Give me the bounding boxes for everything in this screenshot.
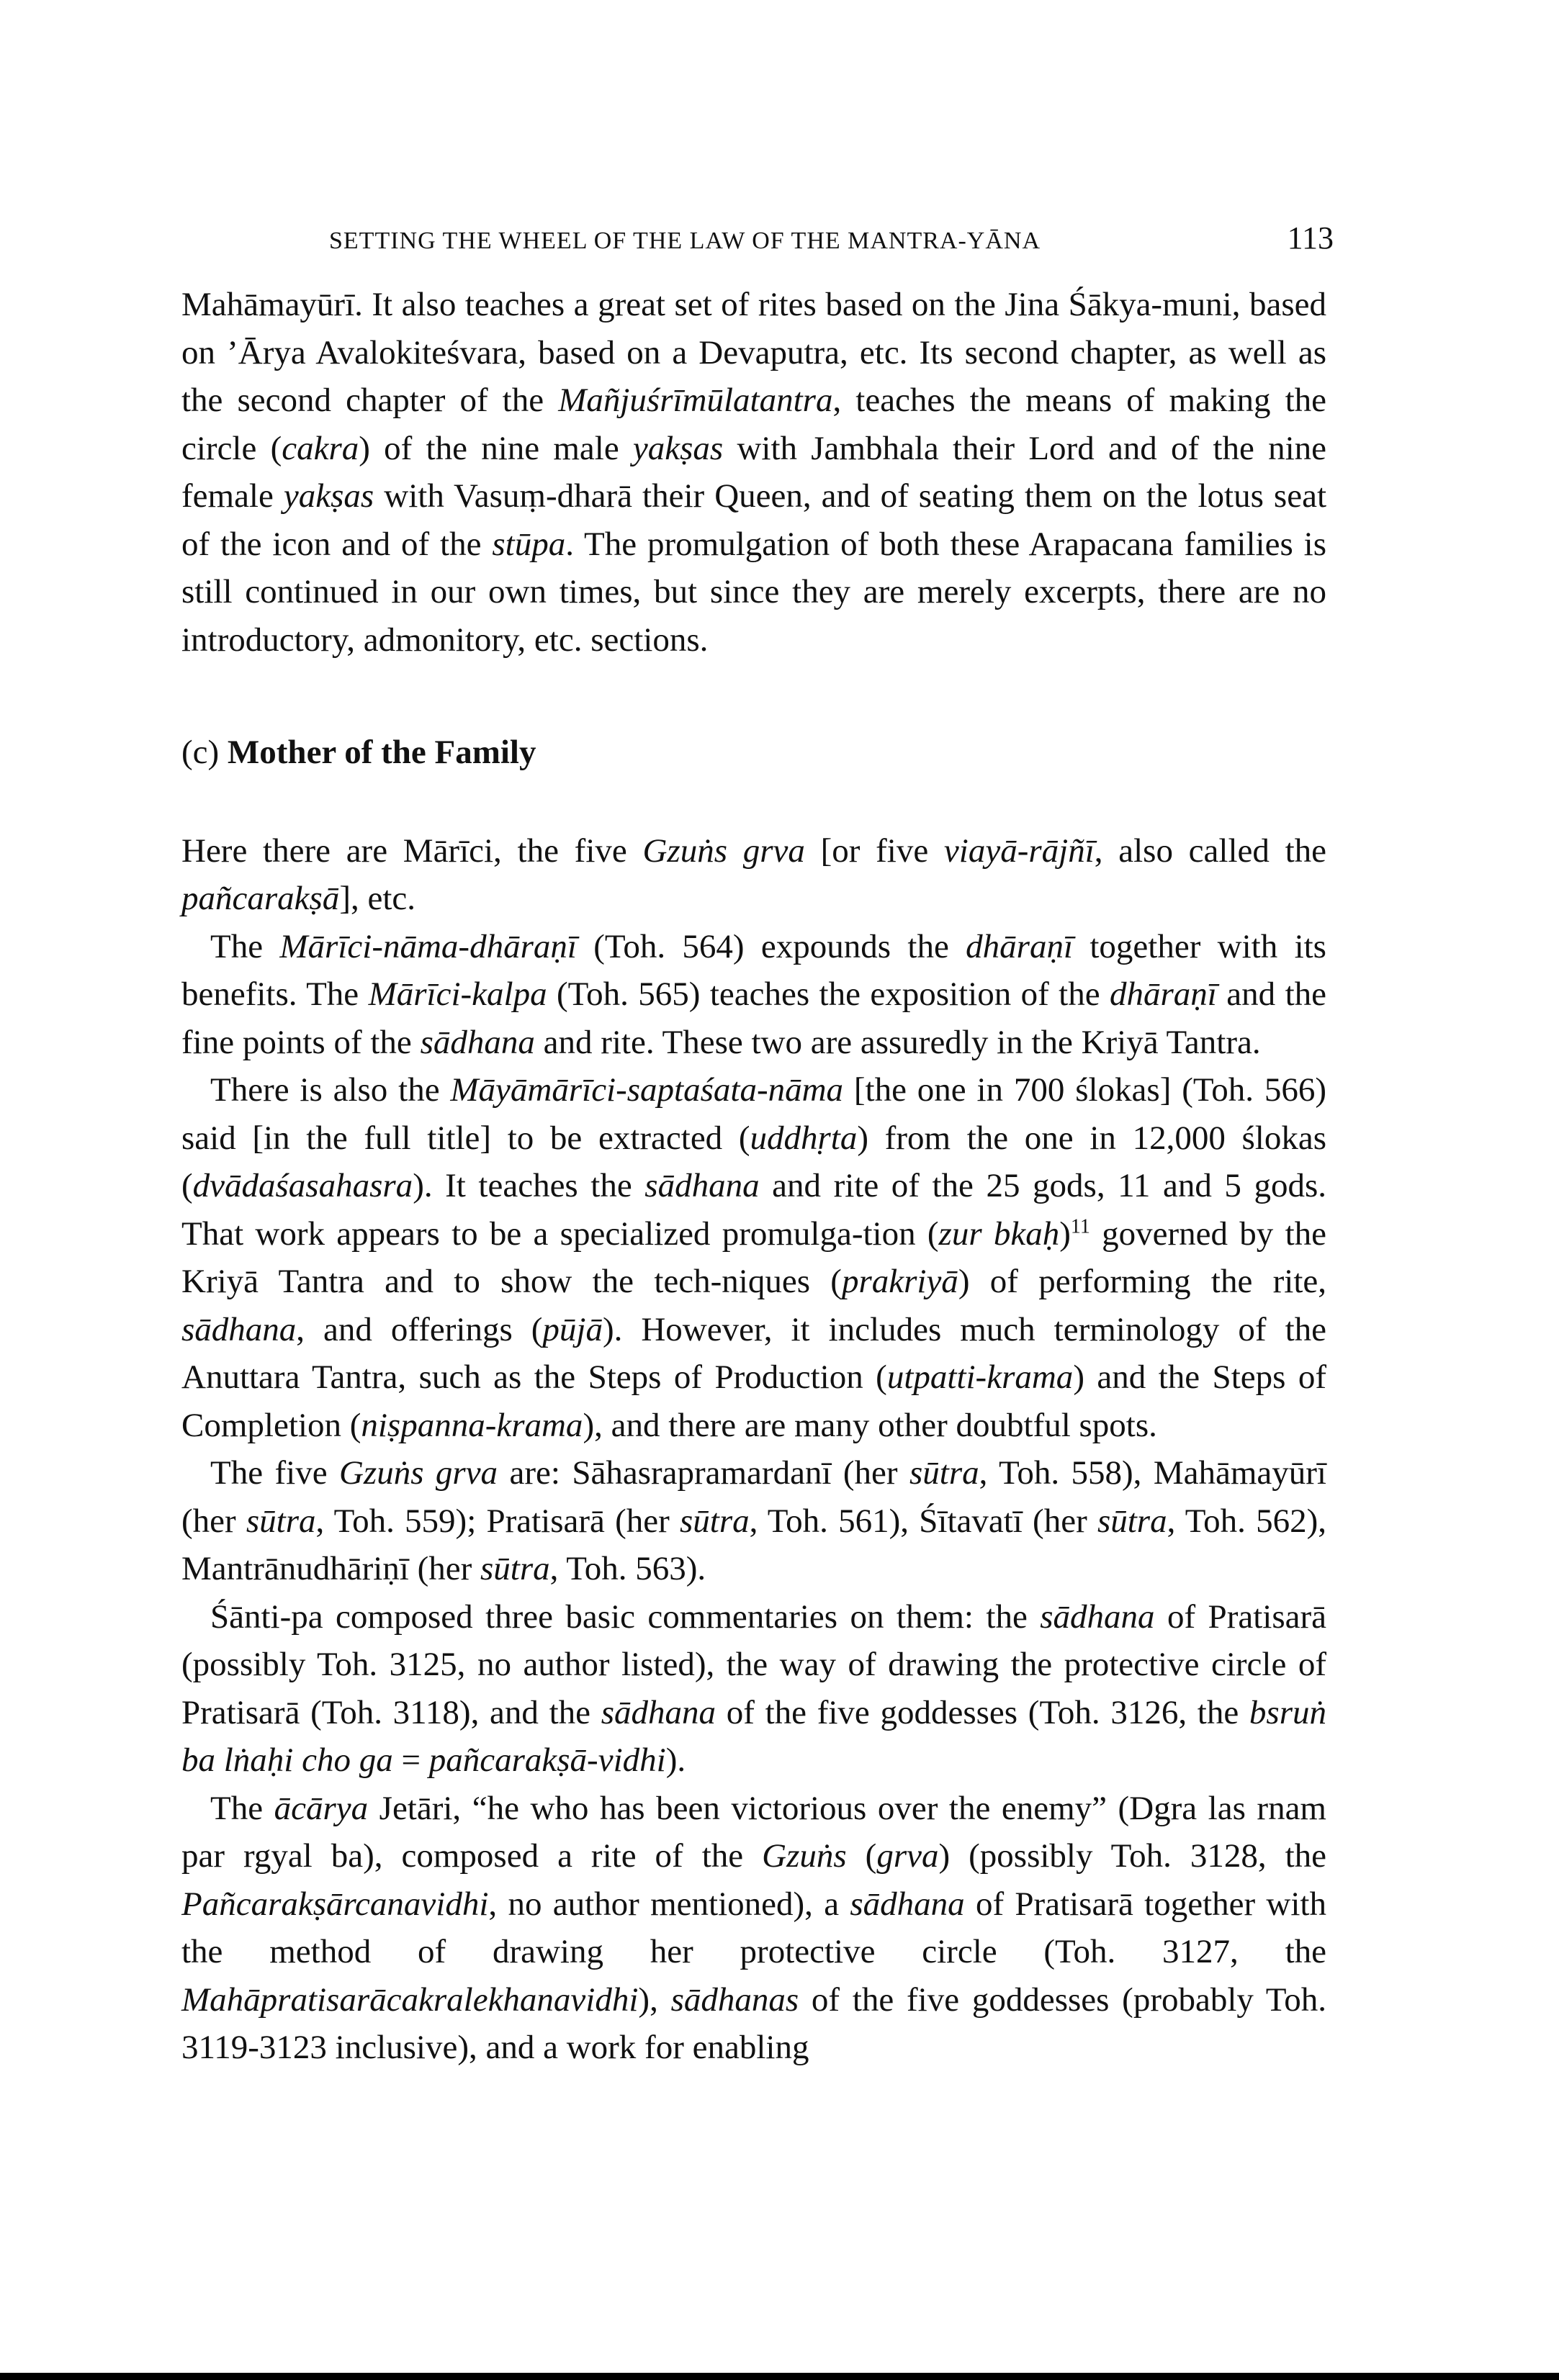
section-title: Mother of the Family <box>227 734 536 771</box>
text-run: ). It teaches the <box>413 1167 645 1204</box>
italic-term: yakṣas <box>283 477 374 515</box>
italic-term: Mārīci-nāma-dhāraṇī <box>279 927 577 965</box>
italic-term: sādhana <box>601 1693 716 1731</box>
italic-term: prakriyā <box>841 1263 958 1300</box>
italic-term: sādhana <box>181 1310 297 1348</box>
paragraph <box>181 281 1326 664</box>
text-run: ) of performing the rite, <box>958 1263 1327 1300</box>
italic-term: grva <box>876 1837 939 1875</box>
text-run: and the fine points of the <box>181 975 1326 1061</box>
text-run: , teaches the means of making the circle ( <box>181 382 1326 467</box>
italic-term: zur bkaḥ <box>938 1214 1060 1253</box>
paragraph <box>181 827 1326 923</box>
text-run: ( <box>846 1837 877 1875</box>
text-run: ). <box>665 1741 686 1779</box>
italic-term: pañcarakṣā <box>181 880 340 917</box>
text-run: , Toh. 558), Mahāmayūrī (her <box>181 1454 1326 1540</box>
italic-term: bsruṅ ba lṅaḥi cho ga <box>181 1693 1327 1779</box>
text-run: ), and there are many other doubtful spots. <box>583 1406 1157 1444</box>
paragraph <box>181 1449 1326 1593</box>
italic-term: sādhana <box>644 1167 760 1204</box>
italic-term: cakra <box>282 429 359 467</box>
italic-term: sādhana <box>420 1023 535 1061</box>
section-label: (c) <box>181 734 220 771</box>
italic-term: niṣpanna-krama <box>361 1406 583 1444</box>
section-heading <box>181 729 1326 777</box>
italic-term: Mañjuśrīmūlatantra <box>558 382 833 419</box>
italic-term: Mārīci-kalpa <box>368 975 547 1013</box>
italic-term: sūtra <box>909 1454 979 1492</box>
text-run: are: Sāhasrapramardanī (her <box>498 1454 909 1492</box>
text-run: [or five <box>804 831 944 870</box>
italic-term: sādhanas <box>670 1980 799 2019</box>
text-run: There is also the <box>210 1071 451 1109</box>
italic-term: dhāraṇī <box>1110 975 1217 1013</box>
page-bottom-edge <box>0 2373 1559 2380</box>
text-run: The five <box>210 1454 339 1492</box>
text-run: of the five goddesses (probably Toh. 3119-3123 inclusive), and a work for enabling <box>181 1980 1326 2066</box>
italic-term: Mahāpratisarācakralekhanavidhi <box>181 1980 639 2019</box>
text-run: of the five goddesses (Toh. 3126, the <box>716 1693 1249 1731</box>
text-run: , Toh. 562), Mantrānudhāriṇī (her <box>181 1502 1326 1587</box>
text-run: [the one in 700 ślokas] (Toh. 566) said [in the full title] to be extracted ( <box>181 1071 1327 1157</box>
page-number: 113 <box>1287 220 1334 256</box>
text-run: , also called the <box>1094 831 1327 870</box>
italic-term: dhāraṇī <box>966 927 1074 965</box>
italic-term: viayā-rājñī <box>943 831 1095 870</box>
text-run: ) and the Steps of Completion ( <box>181 1358 1326 1444</box>
text-run: = <box>392 1741 429 1779</box>
text-run: ], etc. <box>339 880 415 917</box>
text-run: , Toh. 559); Pratisarā (her <box>315 1502 680 1540</box>
paragraph <box>181 1593 1326 1785</box>
text-run: together with its benefits. The <box>181 927 1326 1013</box>
text-run: , Toh. 563). <box>549 1550 706 1587</box>
italic-term: yakṣas <box>632 429 724 467</box>
text-run: ) (possibly Toh. 3128, the <box>938 1837 1326 1875</box>
text-run: of Pratisarā together with the method of drawing her protective circle (Toh. 3127, the <box>181 1885 1326 1970</box>
italic-term: Pañcarakṣārcanavidhi <box>181 1885 489 1923</box>
text-run: ), <box>638 1980 671 2019</box>
italic-term: pañcarakṣā-vidhi <box>428 1741 666 1779</box>
text-run: Mahāmayūrī. It also teaches a great set of rites based on the Jina Śākya-muni, based on ’Ārya Avalokiteśvara, based on a Devaputra, etc. Its second chapter, as well as the second chapter of the <box>181 286 1326 419</box>
text-run: with Vasuṃ-dharā their Queen, and of seating them on the lotus seat of the icon and of the <box>181 477 1326 563</box>
italic-term: Gzuṅs grva <box>338 1454 498 1492</box>
italic-term: dvādaśasahasra <box>192 1167 413 1204</box>
text-run: ) from the one in 12,000 ślokas ( <box>181 1119 1326 1204</box>
text-run: governed by the Kriyā Tantra and to show the tech-niques ( <box>181 1214 1326 1300</box>
italic-term: utpatti-krama <box>886 1358 1074 1396</box>
italic-term: sūtra <box>480 1550 550 1587</box>
italic-term: stūpa <box>492 525 566 563</box>
text-run: The <box>210 1789 274 1827</box>
text-run: The <box>210 927 280 965</box>
italic-term: Gzuṅs grva <box>642 831 805 870</box>
text-run: , no author mentioned), a <box>488 1885 850 1923</box>
italic-term: Māyāmārīci-saptaśata-nāma <box>450 1071 844 1109</box>
text-run: Jetāri, “he who has been victorious over the enemy” (Dgra las rnam par rgyal ba), composed a rite of the <box>181 1789 1326 1875</box>
body-text <box>181 281 1326 2072</box>
paragraph <box>181 923 1326 1067</box>
italic-term: Gzuṅs <box>762 1837 847 1875</box>
italic-term: sādhana <box>850 1885 965 1923</box>
text-run: of Pratisarā (possibly Toh. 3125, no author listed), the way of drawing the protective circle of Pratisarā (Toh. 3118), and the <box>181 1597 1326 1731</box>
paragraph <box>181 1785 1326 2072</box>
text-run: ) <box>1059 1214 1071 1253</box>
italic-term: ācārya <box>274 1789 369 1827</box>
italic-term: pūjā <box>542 1310 603 1348</box>
footnote-marker: 11 <box>1070 1214 1090 1238</box>
text-run: and rite. These two are assuredly in the Kriyā Tantra. <box>534 1023 1261 1061</box>
text-run: , and offerings ( <box>296 1310 543 1348</box>
running-title: SETTING THE WHEEL OF THE LAW OF THE MANTRA-YĀNA <box>329 227 1041 254</box>
italic-term: sūtra <box>679 1502 750 1540</box>
text-run: (Toh. 564) expounds the <box>576 927 966 965</box>
italic-term: sūtra <box>1097 1502 1167 1540</box>
text-run: and rite of the 25 gods, 11 and 5 gods. That work appears to be a specialized promulga-tion ( <box>181 1167 1326 1253</box>
text-run: ) of the nine male <box>359 429 633 467</box>
italic-term: sādhana <box>1040 1597 1155 1636</box>
paragraph <box>181 1066 1326 1449</box>
text-run: with Jambhala their Lord and of the nine female <box>181 429 1326 515</box>
text-run: , Toh. 561), Śītavatī (her <box>749 1502 1097 1540</box>
italic-term: sūtra <box>246 1502 316 1540</box>
italic-term: uddhṛta <box>750 1119 858 1157</box>
text-run: ). However, it includes much terminology of the Anuttara Tantra, such as the Steps of Production ( <box>181 1310 1326 1396</box>
text-run: (Toh. 565) teaches the exposition of the <box>547 975 1110 1013</box>
text-run: Here there are Mārīci, the five <box>181 831 643 870</box>
running-head <box>181 220 1334 263</box>
text-run: . The promulgation of both these Arapacana families is still continued in our own times, but since they are merely excerpts, there are no introductory, admonitory, etc. sections. <box>181 525 1327 659</box>
text-run: Śānti-pa composed three basic commentaries on them: the <box>210 1597 1041 1636</box>
